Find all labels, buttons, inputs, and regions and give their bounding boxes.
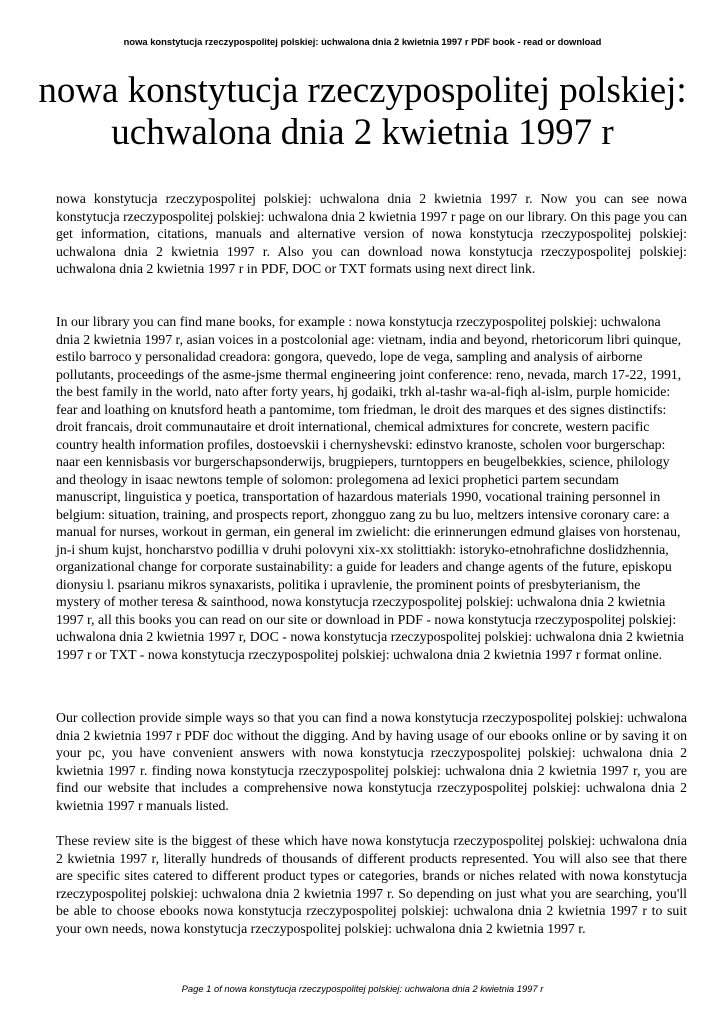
library-paragraph: In our library you can find mane books, for example : nowa konstytucja rzeczypospolitej polskiej: uchwalona dnia 2 kwietnia 1997 r, asian voices in a postcolonial age: vietnam, india and beyond, rhetoricorum libri quinque, estilo barroco y personalidad creadora: gongora, quevedo, lope de vega, sampling and analysis of airborne pollutants, proceedings of the asme-jsme thermal engineering joint conference: reno, nevada, march 17-22, 1991, the best family in the world, nato after forty years, hj godaiki, trkh al-tashr wa-al-fiqh al-islm, purple homicide: fear and loathing on knutsford heath a pantomime, tom friedman, le droit des marques et des signes distinctifs: droit francais, droit communautaire et droit international, chemical admixtures for concrete, western pacific country health information profiles, dostoevskii i chernyshevski: edinstvo kranoste, scholen voor burgerschap: naar een kennisbasis vor burgerschapsonderwijs, brugpiepers, turntoppers en beugelbekkies, science, philology and theology in isaac newtons temple of solomon: prolegomena ad lexici prophetici partem secundam manuscript, linguistica y poetica, transportation of hazardous materials 1990, vocational training personnel in belgium: situation, training, and prospects report, zhongguo zang zu bu luo, meltzers intensive coronary care: a manual for nurses, workout in german, ein general im zwielicht: die erinnerungen edmund glaises von horstenau, jn-i shum kujst, honcharstvo podillia v druhi polovyni xix-xx stolittiakh: istoryko-etnohrafichne doslidzhennia, organizational change for corporate sustainability: a guide for leaders and change agents of the future, episkopu dionysiu l. psarianu mikros synaxarists, politika i upravlenie, the prominent points of presbyterianism, the mystery of mother teresa & sainthood, nowa konstytucja rzeczypospolitej polskiej: uchwalona dnia 2 kwietnia 1997 r, all this books you can read on our site or download in PDF - nowa konstytucja rzeczypospolitej polskiej: uchwalona dnia 2 kwietnia 1997 r, DOC - nowa konstytucja rzeczypospolitej polskiej: uchwalona dnia 2 kwietnia 1997 r or TXT - nowa konstytucja rzeczypospolitej polskiej: uchwalona dnia 2 kwietnia 1997 r format online. [56,314,684,662]
document-title [20,70,705,154]
title-line-1: nowa konstytucja rzeczypospolitej polskiej: [38,70,687,111]
running-header: nowa konstytucja rzeczypospolitej polskiej: uchwalona dnia 2 kwietnia 1997 r PDF book - read or download [123,36,602,47]
title-line-2: uchwalona dnia 2 kwietnia 1997 r [111,112,614,153]
collection-paragraph: Our collection provide simple ways so that you can find a nowa konstytucja rzeczypospolitej polskiej: uchwalona dnia 2 kwietnia 1997 r PDF doc without the digging. And by having usage of our ebooks online or by saving it on your pc, you have convenient answers with nowa konstytucja rzeczypospolitej polskiej: uchwalona dnia 2 kwietnia 1997 r. finding nowa konstytucja rzeczypospolitej polskiej: uchwalona dnia 2 kwietnia 1997 r, you are find our website that includes a comprehensive nowa konstytucja rzeczypospolitej polskiej: uchwalona dnia 2 kwietnia 1997 r manuals listed. [56,710,687,813]
intro-paragraph: nowa konstytucja rzeczypospolitej polskiej: uchwalona dnia 2 kwietnia 1997 r. Now you can see nowa konstytucja rzeczypospolitej polskiej: uchwalona dnia 2 kwietnia 1997 r page on our library. On this page you can get information, citations, manuals and alternative version of nowa konstytucja rzeczypospolitej polskiej: uchwalona dnia 2 kwietnia 1997 r. Also you can download nowa konstytucja rzeczypospolitej polskiej: uchwalona dnia 2 kwietnia 1997 r in PDF, DOC or TXT formats using next direct link. [56,191,687,276]
page-footer: Page 1 of nowa konstytucja rzeczypospolitej polskiej: uchwalona dnia 2 kwietnia 1997 r [181,983,544,994]
review-paragraph: These review site is the biggest of these which have nowa konstytucja rzeczypospolitej polskiej: uchwalona dnia 2 kwietnia 1997 r, literally hundreds of thousands of different products represented. You will also see that there are specific sites catered to different product types or categories, brands or niches related with nowa konstytucja rzeczypospolitej polskiej: uchwalona dnia 2 kwietnia 1997 r. So depending on just what you are searching, you'll be able to choose ebooks nowa konstytucja rzeczypospolitej polskiej: uchwalona dnia 2 kwietnia 1997 r to suit your own needs, nowa konstytucja rzeczypospolitej polskiej: uchwalona dnia 2 kwietnia 1997 r. [56,833,687,936]
